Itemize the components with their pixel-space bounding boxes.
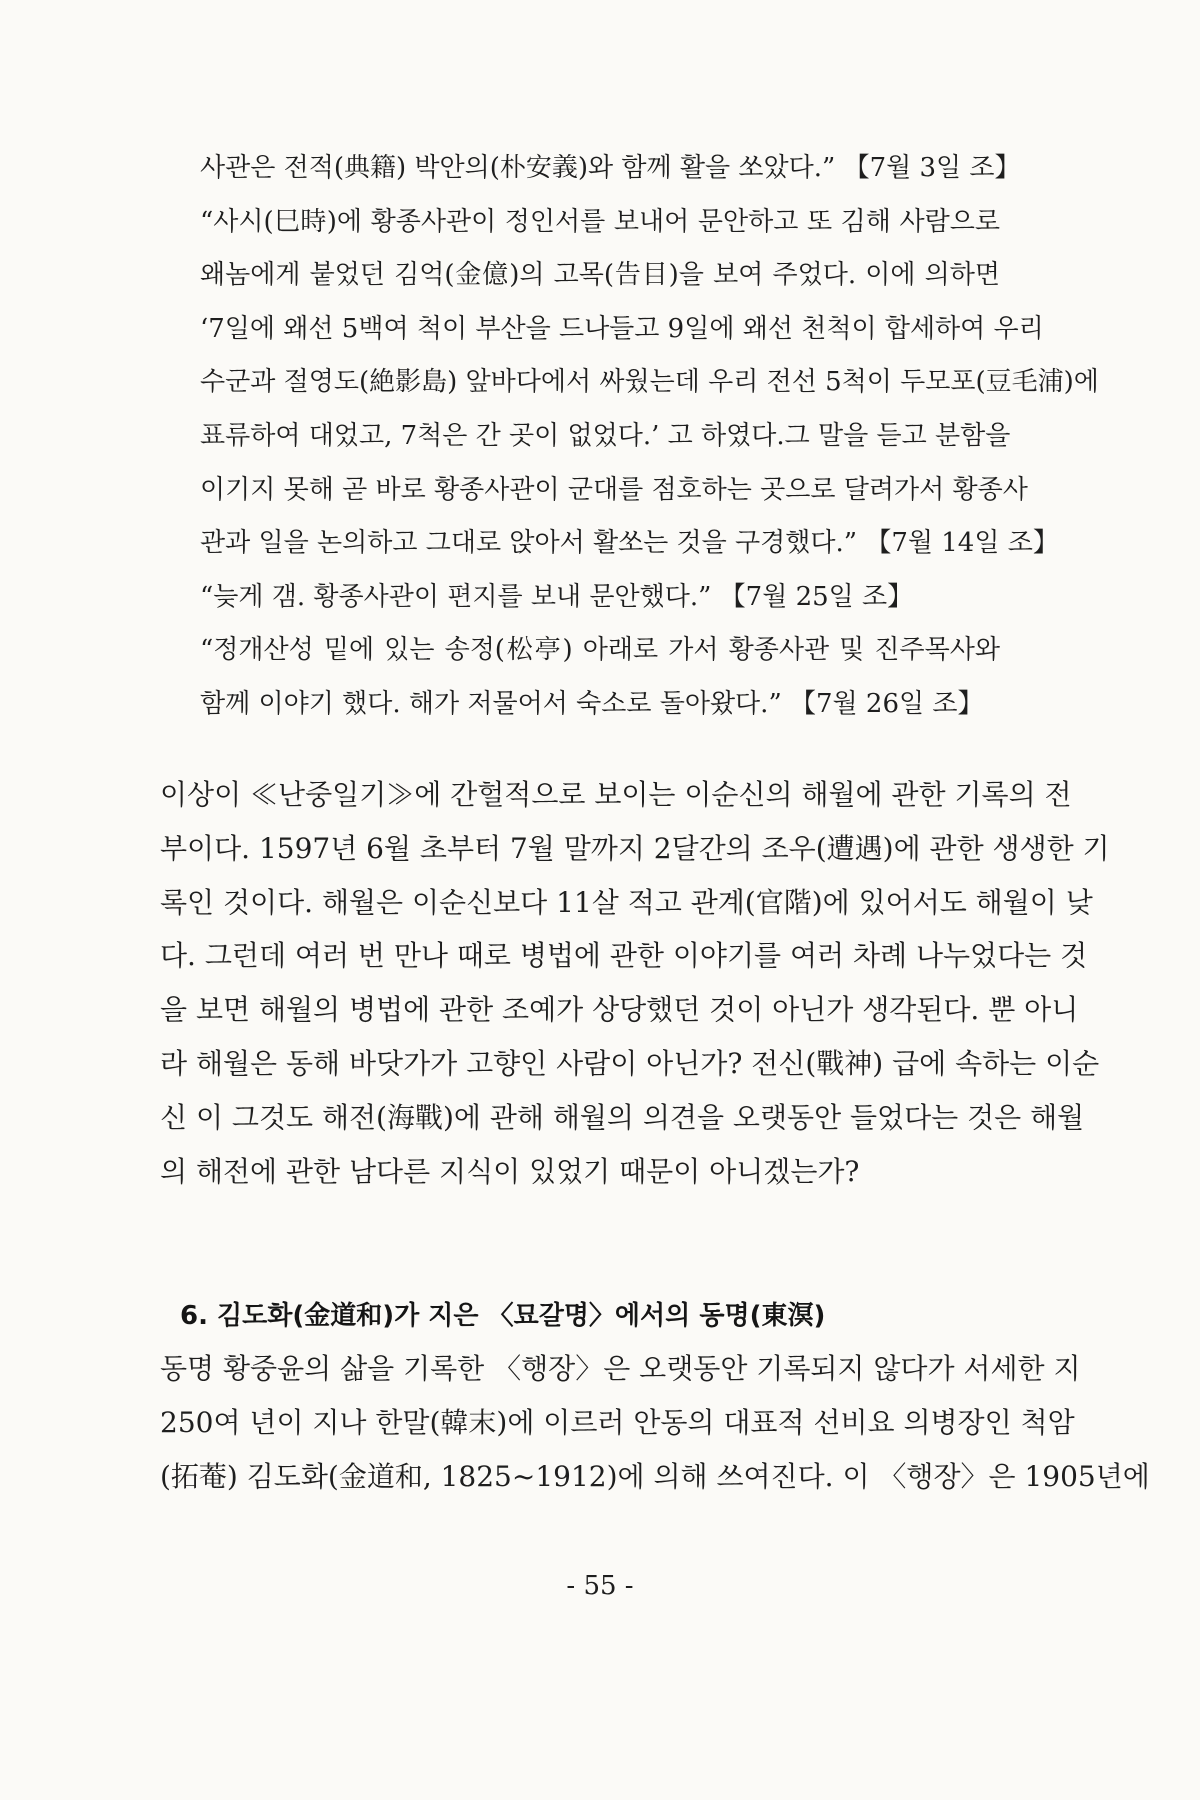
quote-line: 표류하여 대었고, 7척은 간 곳이 없었다.’ 고 하였다.그 말을 듣고 분함을 [200,420,1011,451]
quote-line: ‘7일에 왜선 5백여 척이 부산을 드나들고 9일에 왜선 천척이 합세하여 우리 [200,313,1044,344]
quote-line: “정개산성 밑에 있는 송정(松亭) 아래로 가서 황종사관 및 진주목사와 [200,635,1000,666]
section-paragraph [160,1342,1150,1503]
body-line: 을 보면 해월의 병법에 관한 조예가 상당했던 것이 아닌가 생각된다. 뿐 아니 [160,993,1079,1027]
quote-line: 왜놈에게 붙었던 김억(金億)의 고목(告目)을 보여 주었다. 이에 의하면 [200,260,1000,291]
quote-line: 수군과 절영도(絶影島) 앞바다에서 싸웠는데 우리 전선 5척이 두모포(豆毛浦)에 [200,367,1099,398]
body-line: 부이다. 1597년 6월 초부터 7월 말까지 2달간의 조우(遭遇)에 관한 생생한 기 [160,831,1110,865]
quote-line: 이기지 못해 곧 바로 황종사관이 군대를 점호하는 곳으로 달려가서 황종사 [200,474,1028,505]
quote-line: “사시(巳時)에 황종사관이 정인서를 보내어 문안하고 또 김해 사람으로 [200,206,1000,237]
quotation-block [200,142,1099,732]
quote-line: 사관은 전적(典籍) 박안의(朴安義)와 함께 활을 쏘았다.” 【7월 3일 조】 [200,153,1021,183]
page-number: - 55 - [566,1571,634,1601]
body-line: 라 해월은 동해 바닷가가 고향인 사람이 아닌가? 전신(戰神) 급에 속하는 이순 [160,1046,1100,1080]
section-line: 250여 년이 지나 한말(韓末)에 이르러 안동의 대표적 선비요 의병장인 척암 [160,1405,1075,1439]
body-line: 록인 것이다. 해월은 이순신보다 11살 적고 관계(官階)에 있어서도 해월이 낮 [160,885,1093,919]
quote-line: “늦게 갬. 황종사관이 편지를 보내 문안했다.” 【7월 25일 조】 [200,581,914,612]
section-heading: 6. 김도화(金道和)가 지은 〈묘갈명〉에서의 동명(東溟) [180,1301,826,1331]
section-line: (拓菴) 김도화(金道和, 1825~1912)에 의해 쓰여진다. 이 〈행장〉은 1905년에 [160,1459,1150,1493]
body-line: 의 해전에 관한 남다른 지식이 있었기 때문이 아니겠는가? [160,1154,860,1188]
quote-line: 함께 이야기 했다. 해가 저물어서 숙소로 돌아왔다.” 【7월 26일 조】 [200,688,984,719]
body-line: 다. 그런데 여러 번 만나 때로 병법에 관한 이야기를 여러 차례 나누었다는 것 [160,939,1088,973]
body-paragraph [160,768,1110,1198]
body-line: 이상이 ≪난중일기≫에 간헐적으로 보이는 이순신의 해월에 관한 기록의 전 [160,778,1072,811]
section-line: 동명 황중윤의 삶을 기록한 〈행장〉은 오랫동안 기록되지 않다가 서세한 지 [160,1352,1081,1385]
body-line: 신 이 그것도 해전(海戰)에 관해 해월의 의견을 오랫동안 들었다는 것은 해월 [160,1100,1085,1134]
quote-line: 관과 일을 논의하고 그대로 앉아서 활쏘는 것을 구경했다.” 【7월 14일 조】 [200,528,1059,559]
